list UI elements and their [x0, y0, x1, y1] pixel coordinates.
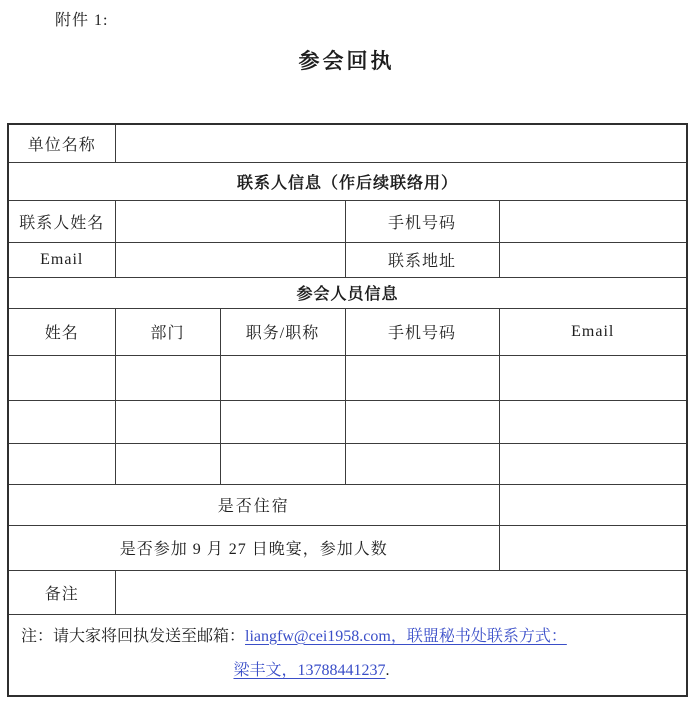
- participant-empty-cell: [8, 355, 115, 400]
- note-line-1: [21, 620, 674, 654]
- banquet-value-cell: [499, 525, 687, 570]
- remark-label: 备注: [8, 570, 115, 614]
- participant-empty-cell: [115, 400, 220, 443]
- remark-value-cell: [115, 570, 687, 614]
- note-line-2: [21, 654, 674, 688]
- contact-name-value-cell: [115, 200, 345, 242]
- contact-section-row: [8, 162, 687, 200]
- participant-empty-row: [8, 400, 687, 443]
- accommodation-row: [8, 484, 687, 525]
- contact-address-value-cell: [499, 242, 687, 277]
- participant-col-header-department: 部门: [115, 308, 220, 355]
- banquet-row: [8, 525, 687, 570]
- contact-email-label: Email: [8, 242, 115, 277]
- participant-empty-row: [8, 355, 687, 400]
- banquet-label-cell: 是否参加 9 月 27 日晚宴，参加人数: [8, 525, 499, 570]
- contact-address-label: 联系地址: [345, 242, 499, 277]
- note-cell: [8, 614, 687, 696]
- unit-name-value-cell: [115, 124, 687, 162]
- participant-empty-cell: [8, 443, 115, 484]
- unit-name-row: [8, 124, 687, 162]
- participant-empty-cell: [115, 443, 220, 484]
- accommodation-value-cell: [499, 484, 687, 525]
- page-title: 参会回执: [298, 49, 395, 73]
- participants-section-row: [8, 277, 687, 308]
- note-period: .: [385, 661, 390, 679]
- participant-col-header-name: 姓名: [8, 308, 115, 355]
- note-row: [8, 614, 687, 696]
- remark-row: [8, 570, 687, 614]
- contact-mobile-label: 手机号码: [345, 200, 499, 242]
- unit-name-label: 单位名称: [8, 124, 115, 162]
- attachment-label: 附件 1:: [55, 12, 109, 29]
- contact-email-value-cell: [115, 242, 345, 277]
- participant-header-row: [8, 308, 687, 355]
- participants-section-header: 参会人员信息: [8, 277, 687, 308]
- participant-empty-cell: [499, 400, 687, 443]
- participant-empty-cell: [115, 355, 220, 400]
- participant-empty-cell: [345, 443, 499, 484]
- contact-name-label: 联系人姓名: [8, 200, 115, 242]
- participant-col-header-mobile: 手机号码: [345, 308, 499, 355]
- accommodation-label-cell: 是否住宿: [8, 484, 499, 525]
- participant-empty-row: [8, 443, 687, 484]
- email-link[interactable]: liangfw@cei1958.com，联盟秘书处联系方式：: [245, 627, 567, 645]
- participant-empty-cell: [8, 400, 115, 443]
- contact-mobile-value-cell: [499, 200, 687, 242]
- participant-col-header-email: Email: [499, 308, 687, 355]
- participant-empty-cell: [220, 443, 345, 484]
- participant-empty-cell: [499, 355, 687, 400]
- reply-form-table: [7, 123, 688, 697]
- participant-empty-cell: [220, 355, 345, 400]
- participant-col-header-position: 职务/职称: [220, 308, 345, 355]
- participant-empty-cell: [220, 400, 345, 443]
- participant-empty-cell: [345, 400, 499, 443]
- participant-empty-cell: [345, 355, 499, 400]
- contact-section-header: 联系人信息（作后续联络用）: [8, 162, 687, 200]
- secretary-contact-link[interactable]: 梁丰文，13788441237: [233, 661, 386, 679]
- participant-empty-cell: [499, 443, 687, 484]
- contact-row-2: [8, 242, 687, 277]
- contact-row-1: [8, 200, 687, 242]
- note-prefix: 注：请大家将回执发送至邮箱：: [21, 627, 246, 645]
